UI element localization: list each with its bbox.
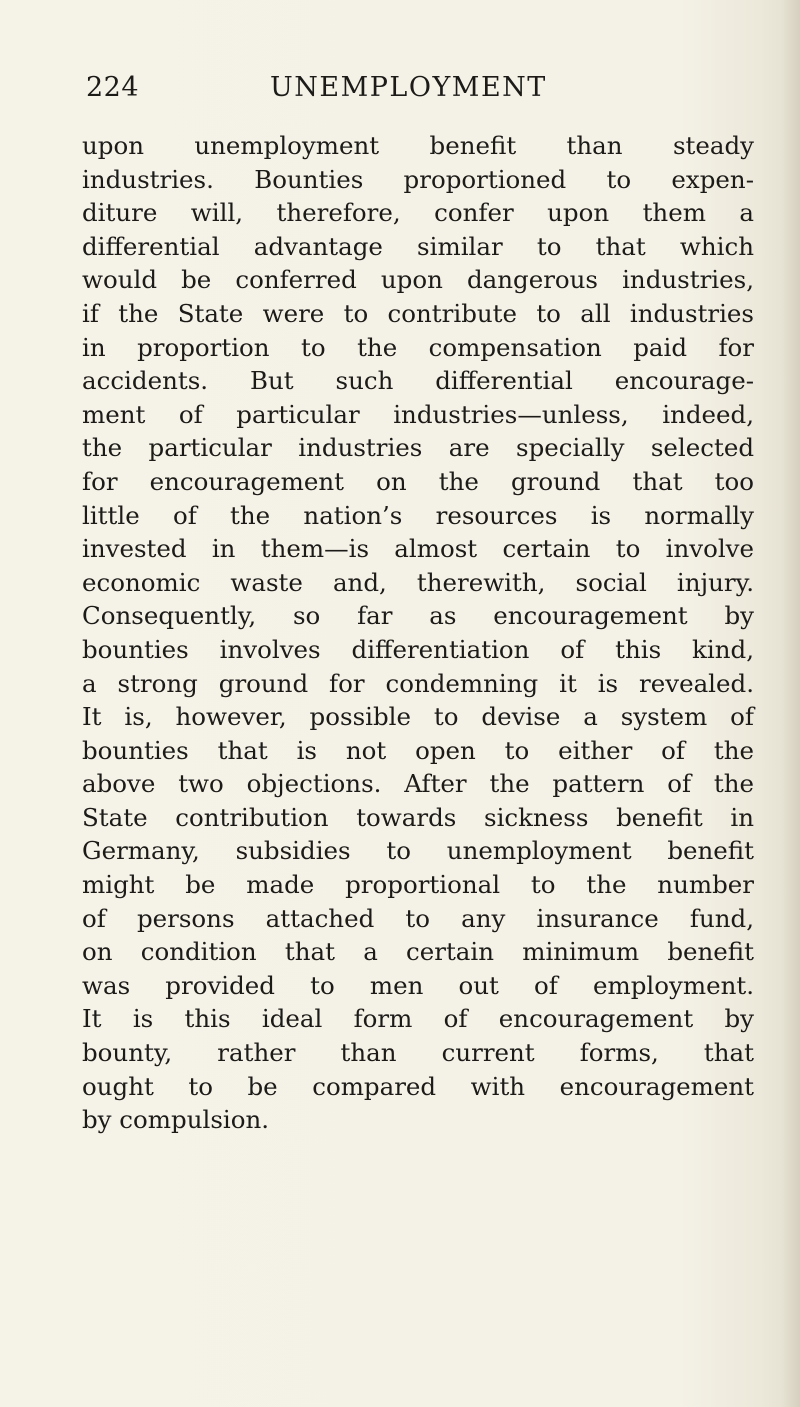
text-line: industries. Bounties proportioned to expen-: [82, 164, 754, 194]
text-line: ment of particular industries—unless, indeed,: [82, 399, 754, 429]
text-line: above two objections. After the pattern of the: [82, 769, 754, 799]
text-line: little of the nation’s resources is normally: [82, 500, 754, 530]
text-line: bounties that is not open to either of the: [82, 735, 754, 765]
text-line: Germany, subsidies to unemployment benefit: [82, 836, 754, 866]
text-line: invested in them—is almost certain to involve: [82, 534, 754, 564]
text-line: economic waste and, therewith, social injury.: [82, 567, 754, 597]
text-line: of persons attached to any insurance fund,: [82, 903, 754, 933]
text-line: differential advantage similar to that which: [82, 231, 754, 261]
text-line: accidents. But such differential encourage-: [82, 366, 754, 396]
text-line: a strong ground for condemning it is revealed.: [82, 668, 754, 698]
text-line: would be conferred upon dangerous industries,: [82, 265, 754, 295]
text-line: It is, however, possible to devise a system of: [82, 702, 754, 732]
body-paragraph: [82, 129, 754, 1137]
page-number: 224: [86, 72, 140, 103]
text-line: in proportion to the compensation paid for: [82, 332, 754, 362]
running-head: [86, 72, 736, 112]
text-line: diture will, therefore, confer upon them a: [82, 198, 754, 228]
text-line: if the State were to contribute to all industries: [82, 298, 754, 328]
text-line: the particular industries are specially selected: [82, 433, 754, 463]
text-line: bounties involves differentiation of this kind,: [82, 634, 754, 664]
text-line: ought to be compared with encouragement: [82, 1071, 754, 1101]
text-line: State contribution towards sickness benefit in: [82, 802, 754, 832]
text-line: might be made proportional to the number: [82, 870, 754, 900]
page-edge-shading: [782, 0, 800, 1407]
text-line: It is this ideal form of encouragement by: [82, 1004, 754, 1034]
text-line-last: by compulsion.: [82, 1105, 270, 1135]
running-title: UNEMPLOYMENT: [270, 72, 547, 103]
text-line: for encouragement on the ground that too: [82, 466, 754, 496]
text-line: bounty, rather than current forms, that: [82, 1038, 754, 1068]
text-line: was provided to men out of employment.: [82, 970, 754, 1000]
text-line: upon unemployment benefit than steady: [82, 131, 754, 160]
text-line: Consequently, so far as encouragement by: [82, 601, 754, 631]
text-line: on condition that a certain minimum benefit: [82, 937, 754, 967]
